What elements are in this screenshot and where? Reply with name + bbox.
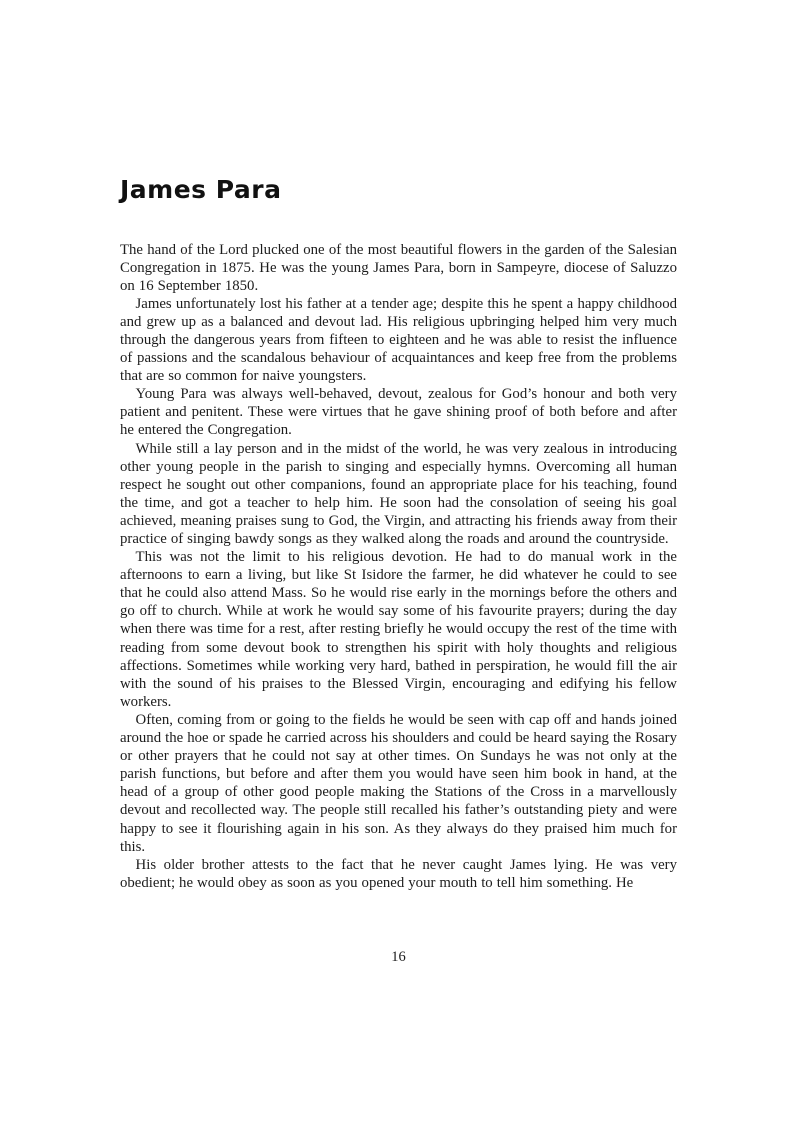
page-title: James Para <box>120 175 282 204</box>
paragraph: While still a lay person and in the midst of the world, he was very zealous in introducing other young people in the parish to singing and especially hymns. Overcoming all human respect he sought out other companions, found an appropriate place for his teaching, found the time, and got a teacher to help him. He soon had the consolation of seeing his goal achieved, meaning praises sung to God, the Virgin, and attracting his friends away from their practice of singing bawdy songs as they walked along the roads and around the countryside. <box>120 440 677 547</box>
paragraph: Often, coming from or going to the fields he would be seen with cap off and hands joined around the hoe or spade he carried across his shoulders and could be heard saying the Rosary or other prayers that he could not say at other times. On Sundays he was not only at the parish functions, but before and after them you would have seen him book in hand, at the head of a group of other good people making the Stations of the Cross in a marvellously devout and recollected way. The people still recalled his father’s outstanding piety and were happy to see it flourishing again in his son. As they always do they praised him much for this. <box>120 711 677 855</box>
paragraph: Young Para was always well-behaved, devout, zealous for God’s honour and both very patient and penitent. These were virtues that he gave shining proof of both before and after he entered the Congregation. <box>120 386 677 439</box>
body-text <box>120 241 677 892</box>
paragraph: James unfortunately lost his father at a tender age; despite this he spent a happy childhood and grew up as a balanced and devout lad. His religious upbringing helped him very much through the dangerous years from fifteen to eighteen and he was able to resist the influence of passions and the scandalous behaviour of acquaintances and keep free from the problems that are so common for naive youngsters. <box>120 295 677 385</box>
paragraph: This was not the limit to his religious devotion. He had to do manual work in the afternoons to earn a living, but like St Isidore the farmer, he did whatever he could to see that he could also attend Mass. So he would rise early in the mornings before the others and go off to church. While at work he would say some of his favourite prayers; during the day when there was time for a rest, after resting briefly he would occupy the rest of the time with reading from some devout book to strengthen his spirit with holy thoughts and religious affections. Sometimes while working very hard, bathed in perspiration, he would fill the air with the sound of his praises to the Blessed Virgin, encouraging and edifying his fellow workers. <box>120 549 677 710</box>
paragraph: The hand of the Lord plucked one of the most beautiful flowers in the garden of the Salesian Congregation in 1875. He was the young James Para, born in Sampeyre, diocese of Saluzzo on 16 September 1850. <box>120 241 677 294</box>
paragraph: His older brother attests to the fact that he never caught James lying. He was very obedient; he would obey as soon as you opened your mouth to tell him something. He <box>120 856 677 891</box>
page-number: 16 <box>391 949 406 965</box>
text-block <box>120 176 677 892</box>
